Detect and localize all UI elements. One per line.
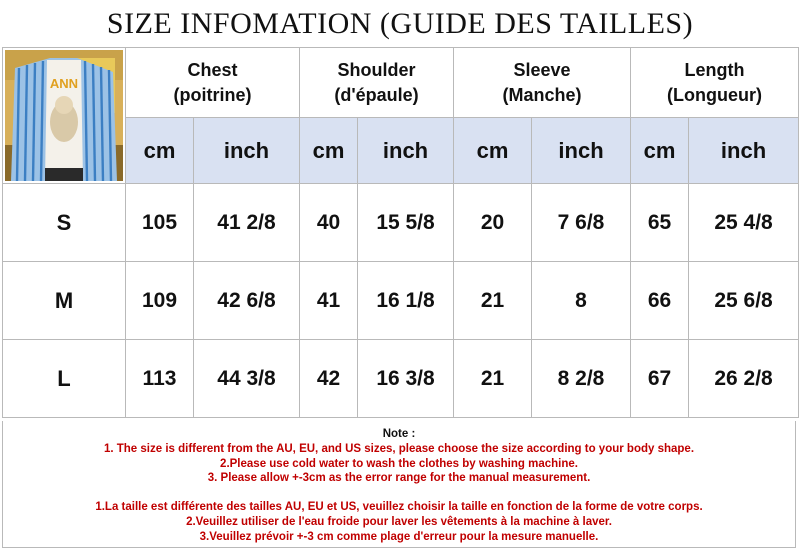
unit-cell: cm [126, 118, 194, 184]
col-header-sleeve: Sleeve (Manche) [454, 48, 631, 118]
svg-text:ANN: ANN [49, 76, 79, 91]
value-cell: 67 [631, 340, 689, 418]
header-row [3, 48, 799, 118]
product-photo [3, 48, 126, 184]
size-label: S [3, 184, 126, 262]
unit-cell: inch [194, 118, 300, 184]
value-cell: 113 [126, 340, 194, 418]
value-cell: 66 [631, 262, 689, 340]
value-cell: 25 6/8 [689, 262, 799, 340]
unit-cell: cm [454, 118, 532, 184]
value-cell: 16 1/8 [358, 262, 454, 340]
value-cell: 40 [300, 184, 358, 262]
note-line: 3. Please allow +-3cm as the error range for the manual measurement. [207, 472, 591, 485]
value-cell: 15 5/8 [358, 184, 454, 262]
value-cell: 8 2/8 [532, 340, 631, 418]
unit-cell: inch [532, 118, 631, 184]
value-cell: 16 3/8 [358, 340, 454, 418]
value-cell: 105 [126, 184, 194, 262]
value-cell: 25 4/8 [689, 184, 799, 262]
table-row [3, 262, 799, 340]
col-header-length: Length (Longueur) [631, 48, 799, 118]
shirt-photo-image [5, 50, 123, 181]
col-header-shoulder: Shoulder (d'épaule) [300, 48, 454, 118]
value-cell: 26 2/8 [689, 340, 799, 418]
value-cell: 7 6/8 [532, 184, 631, 262]
unit-cell: inch [689, 118, 799, 184]
value-cell: 65 [631, 184, 689, 262]
table-row [3, 184, 799, 262]
page-title: SIZE INFOMATION (GUIDE DES TAILLES) [106, 7, 694, 40]
size-label: M [3, 262, 126, 340]
unit-cell: cm [300, 118, 358, 184]
value-cell: 21 [454, 262, 532, 340]
unit-cell: inch [358, 118, 454, 184]
value-cell: 42 [300, 340, 358, 418]
col-header-chest: Chest (poitrine) [126, 48, 300, 118]
size-label: L [3, 340, 126, 418]
size-table [2, 47, 799, 418]
unit-cell: cm [631, 118, 689, 184]
value-cell: 44 3/8 [194, 340, 300, 418]
notes-section [2, 421, 796, 548]
note-line: 1.La taille est différente des tailles AU, EU et US, veuillez choisir la taille en fonction de la forme de votre corps. [95, 501, 703, 514]
note-line: 2.Please use cold water to wash the clothes by washing machine. [220, 457, 578, 470]
value-cell: 41 [300, 262, 358, 340]
note-line: 1. The size is different from the AU, EU, and US sizes, please choose the size according to your body shape. [103, 442, 695, 455]
value-cell: 21 [454, 340, 532, 418]
value-cell: 20 [454, 184, 532, 262]
notes-title: Note : [382, 428, 416, 440]
note-line: 3.Veuillez prévoir +-3 cm comme plage d'erreur pour la mesure manuelle. [199, 530, 599, 543]
table-row [3, 340, 799, 418]
value-cell: 41 2/8 [194, 184, 300, 262]
value-cell: 42 6/8 [194, 262, 300, 340]
value-cell: 109 [126, 262, 194, 340]
value-cell: 8 [532, 262, 631, 340]
note-line: 2.Veuillez utiliser de l'eau froide pour laver les vêtements à la machine à laver. [186, 515, 612, 528]
